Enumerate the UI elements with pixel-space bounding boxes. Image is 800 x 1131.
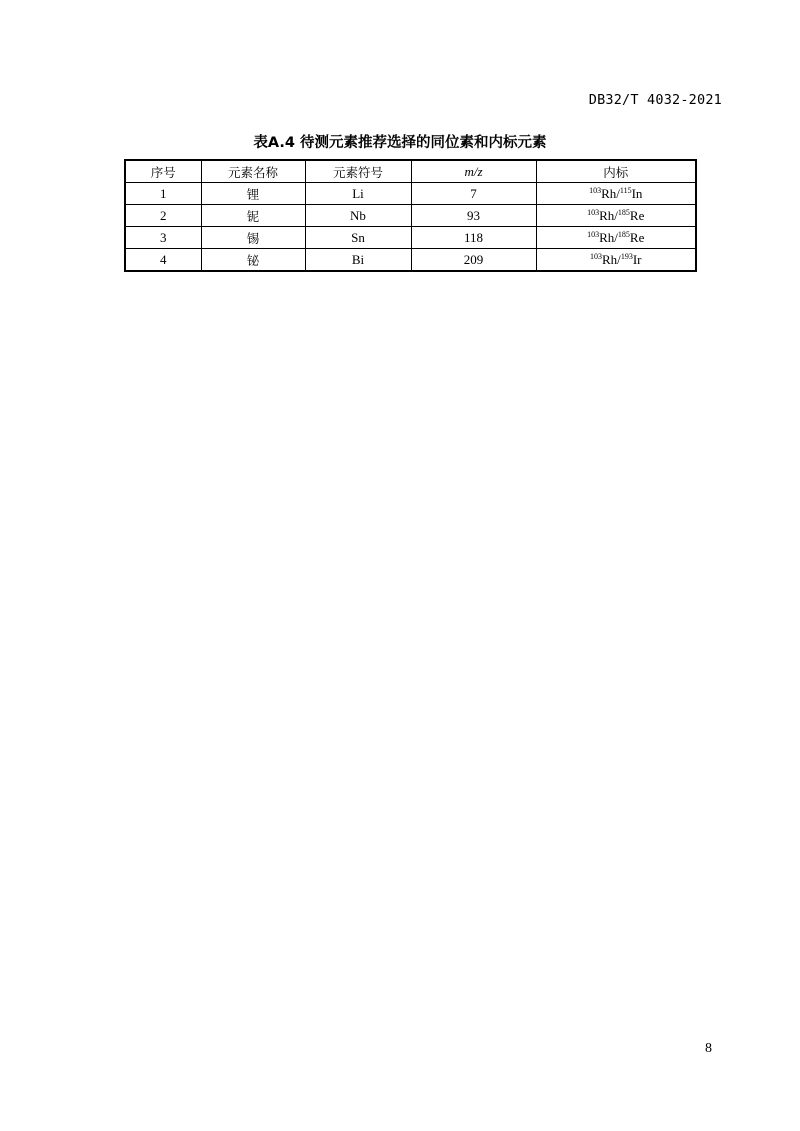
cell-element-symbol: Sn (305, 227, 411, 249)
cell-internal-standard (536, 227, 696, 249)
element-symbol: Ir (632, 251, 642, 267)
mass-number: 103 (587, 229, 600, 239)
table-row (125, 183, 696, 205)
table-header-row (125, 160, 696, 183)
mass-number: 103 (590, 251, 603, 261)
mass-number: 185 (617, 207, 630, 217)
isotope-table (124, 159, 697, 272)
cell-mz: 118 (411, 227, 536, 249)
cell-mz: 93 (411, 205, 536, 227)
element-symbol: Rh/ (599, 207, 618, 223)
cell-internal-standard (536, 249, 696, 272)
cell-element-name: 锂 (201, 183, 305, 205)
element-symbol: Re (629, 207, 645, 223)
column-header-internal-standard: 内标 (536, 160, 696, 183)
cell-internal-standard (536, 205, 696, 227)
mass-number: 193 (620, 251, 633, 261)
page-number: 8 (705, 1041, 712, 1056)
table-row (125, 205, 696, 227)
cell-mz: 209 (411, 249, 536, 272)
cell-element-symbol: Bi (305, 249, 411, 272)
cell-element-symbol: Nb (305, 205, 411, 227)
cell-internal-standard (536, 183, 696, 205)
cell-no: 4 (125, 249, 201, 272)
element-symbol: In (631, 185, 643, 201)
column-header-mz: m/z (411, 160, 536, 183)
element-symbol: Rh/ (602, 251, 621, 267)
column-header-no: 序号 (125, 160, 201, 183)
column-header-element-name: 元素名称 (201, 160, 305, 183)
column-header-element-symbol: 元素符号 (305, 160, 411, 183)
table-row (125, 249, 696, 272)
element-symbol: Re (629, 229, 645, 245)
cell-no: 2 (125, 205, 201, 227)
mass-number: 185 (617, 229, 630, 239)
element-symbol: Rh/ (599, 229, 618, 245)
cell-mz: 7 (411, 183, 536, 205)
table-title: 表A.4 待测元素推荐选择的同位素和内标元素 (253, 135, 547, 151)
mass-number: 103 (587, 207, 600, 217)
cell-element-name: 铋 (201, 249, 305, 272)
mass-number: 103 (589, 185, 602, 195)
cell-no: 3 (125, 227, 201, 249)
cell-element-symbol: Li (305, 183, 411, 205)
standard-code: DB32/T 4032-2021 (588, 92, 722, 108)
cell-no: 1 (125, 183, 201, 205)
element-symbol: Rh/ (601, 185, 620, 201)
table-row (125, 227, 696, 249)
cell-element-name: 锡 (201, 227, 305, 249)
cell-element-name: 铌 (201, 205, 305, 227)
mass-number: 115 (619, 185, 632, 195)
